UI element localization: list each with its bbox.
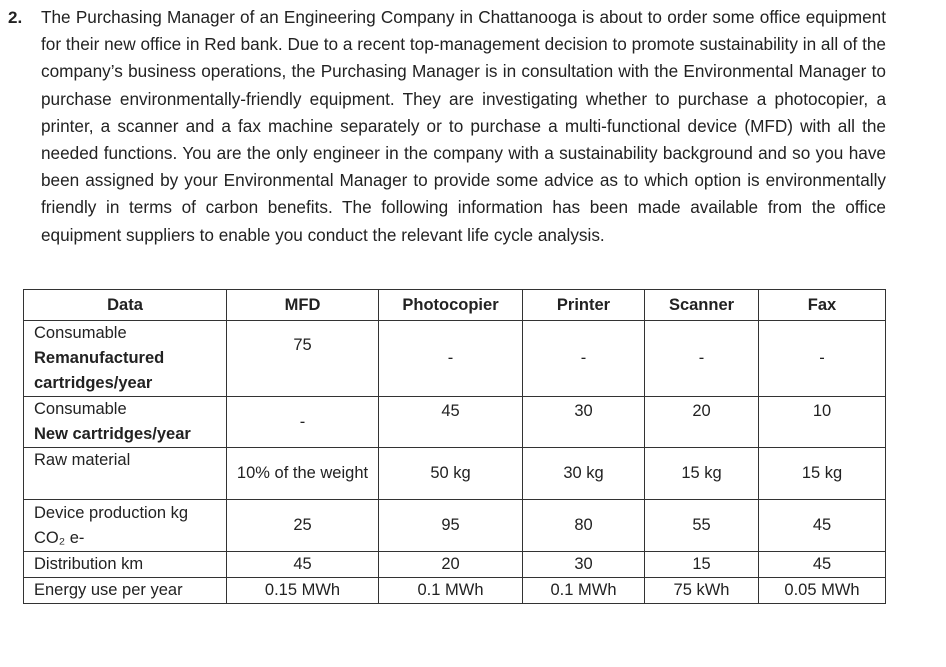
printer-cell: 0.1 MWh xyxy=(523,578,645,604)
photocopier-cell: 95 xyxy=(379,500,523,552)
row-label-normal: Energy use per year xyxy=(34,581,183,599)
header-mfd: MFD xyxy=(227,290,379,321)
fax-cell: 0.05 MWh xyxy=(759,578,886,604)
row-label-normal: Distribution km xyxy=(34,555,144,573)
cell-value: 20 xyxy=(692,402,711,420)
table-row xyxy=(24,397,886,448)
header-printer: Printer xyxy=(523,290,645,321)
row-label xyxy=(24,578,227,604)
header-photocopier: Photocopier xyxy=(379,290,523,321)
header-fax: Fax xyxy=(759,290,886,321)
row-label xyxy=(24,448,227,500)
table-row xyxy=(24,578,886,604)
fax-cell: - xyxy=(759,321,886,397)
row-label xyxy=(24,552,227,578)
table-row xyxy=(24,448,886,500)
fax-cell: 15 kg xyxy=(759,448,886,500)
scanner-cell: 55 xyxy=(645,500,759,552)
question-text: The Purchasing Manager of an Engineering Company in Chattanooga is about to order some office equipment for their new office in Red bank. Due to a recent top-management decision to promote sustainability in all of the company’s business operations, the Purchasing Manager is in consultation with the Environmental Manager to purchase environmentally-friendly equipment. They are investigating whether to purchase a photocopier, a printer, a scanner and a fax machine separately or to purchase a multi-functional device (MFD) with all the needed functions. You are the only engineer in the company with a sustainability background and so you have been assigned by your Environmental Manager to provide some advice as to which option is environmentally friendly in terms of carbon benefits. The following information has been made available from the office equipment suppliers to enable you conduct the relevant life cycle analysis. xyxy=(41,7,886,245)
row-label-normal: Consumable xyxy=(34,400,127,418)
table-row xyxy=(24,321,886,397)
row-label-bold: New cartridges/year xyxy=(34,425,191,443)
cell-value: 75 xyxy=(293,336,312,354)
row-label xyxy=(24,397,227,448)
mfd-cell: 0.15 MWh xyxy=(227,578,379,604)
fax-cell: 45 xyxy=(759,500,886,552)
table-row xyxy=(24,500,886,552)
header-scanner: Scanner xyxy=(645,290,759,321)
mfd-cell xyxy=(227,321,379,397)
question-block xyxy=(8,4,908,249)
row-label-normal: Raw material xyxy=(34,451,131,469)
fax-cell: 45 xyxy=(759,552,886,578)
question-number: 2. xyxy=(8,8,23,27)
printer-cell xyxy=(523,397,645,448)
cell-value: 30 xyxy=(574,402,593,420)
mfd-cell xyxy=(227,448,379,500)
row-label-bold: Remanufactured cartridges/year xyxy=(34,349,165,392)
cell-value: 10 xyxy=(812,402,832,420)
scanner-cell: - xyxy=(645,321,759,397)
header-data: Data xyxy=(24,290,227,321)
photocopier-cell: - xyxy=(379,321,523,397)
cell-value: 10% of the weight xyxy=(236,464,369,482)
table-header-row xyxy=(24,290,886,321)
equipment-data-table xyxy=(23,289,886,604)
photocopier-cell: 20 xyxy=(379,552,523,578)
scanner-cell: 15 kg xyxy=(645,448,759,500)
scanner-cell xyxy=(645,397,759,448)
row-label xyxy=(24,321,227,397)
row-label-normal: Consumable xyxy=(34,324,127,342)
mfd-cell: 45 xyxy=(227,552,379,578)
mfd-cell: - xyxy=(227,397,379,448)
mfd-cell: 25 xyxy=(227,500,379,552)
fax-cell xyxy=(759,397,886,448)
cell-value: 45 xyxy=(441,402,460,420)
printer-cell: 30 xyxy=(523,552,645,578)
printer-cell: 80 xyxy=(523,500,645,552)
printer-cell: - xyxy=(523,321,645,397)
photocopier-cell xyxy=(379,397,523,448)
printer-cell: 30 kg xyxy=(523,448,645,500)
row-label-normal: Device production kg CO₂ e- xyxy=(34,503,189,547)
scanner-cell: 15 xyxy=(645,552,759,578)
row-label xyxy=(24,500,227,552)
scanner-cell: 75 kWh xyxy=(645,578,759,604)
table-row xyxy=(24,552,886,578)
photocopier-cell: 50 kg xyxy=(379,448,523,500)
photocopier-cell: 0.1 MWh xyxy=(379,578,523,604)
